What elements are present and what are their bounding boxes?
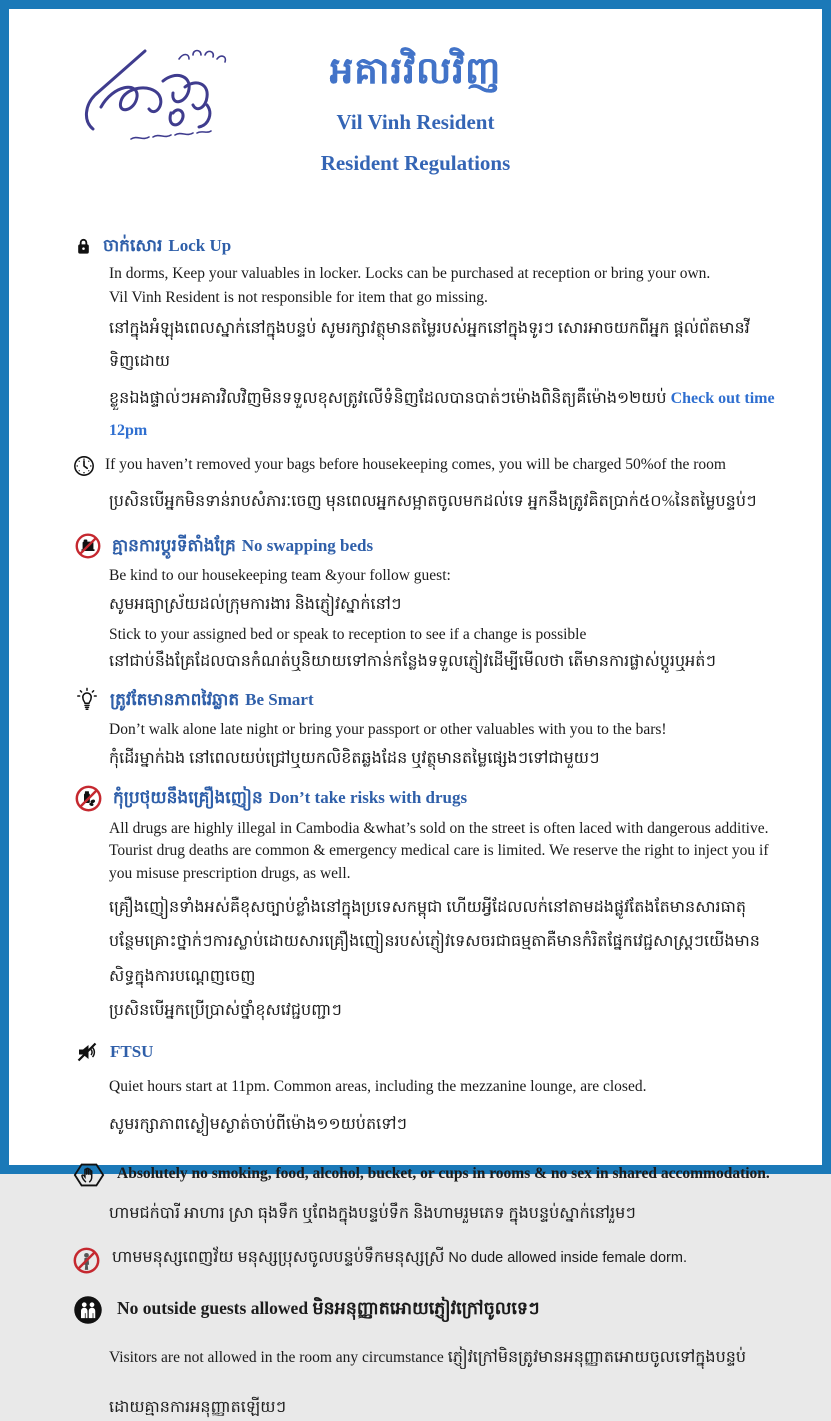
section-no-drugs [53, 785, 778, 1024]
lightbulb-icon [75, 687, 99, 713]
muted-speaker-icon [75, 1040, 99, 1064]
lock-icon [75, 237, 92, 256]
rule-text-khmer: ហាមជក់បារី អាហារ ស្រា ធុងទឹក ឬពែងក្នុងបន្ទប់ទឹក និងហាមរួមភេទ ក្នុងបន្ទប់ស្នាក់នៅរួមៗ [109, 1205, 636, 1223]
rule-heading-bold: Absolutely no smoking, food, alcohol, bucket, or cups in rooms & no sex in shared accommodation. [117, 1164, 770, 1182]
rule-text: Be kind to our housekeeping team &your follow guest: [109, 567, 451, 585]
rule-text-khmer: ខ្លួនឯងផ្ទាល់ៗអគារវិលវិញមិនទទួលខុសត្រូវលើទំនិញដែលបានបាត់ៗម៉ោងពិនិត្យគឺម៉ោង១២យប់ Check out time 12pm [109, 389, 775, 440]
page-title-khmer: អគារវិលវិញ [329, 51, 502, 92]
brand-logo-text [247, 43, 248, 44]
rule-text: Quiet hours start at 11pm. Common areas, including the mezzanine lounge, are closed. [109, 1077, 647, 1095]
checkout-time-highlight: Check out time 12pm [109, 389, 775, 440]
section-ftsu [53, 1040, 778, 1138]
page-subtitle: Resident Regulations [320, 150, 511, 175]
rule-text-khmer: ប្រសិនបើអ្នកមិនទាន់រាបសំភារៈចេញ មុនពេលអ្នកសម្អាតចូលមកដល់ទេ អ្នកនឹងត្រូវគិតប្រាក់៥០%នៃតម្លៃបន្ទប់ៗ [109, 493, 757, 511]
guests-icon [73, 1295, 103, 1325]
clock-icon [73, 455, 95, 477]
section-be-smart [53, 687, 778, 772]
section-heading-khmer: កុំប្រថុយនឹងគ្រឿងញៀន [113, 788, 263, 808]
section-lock-up [53, 235, 778, 448]
rule-text-khmer: នៅក្នុងអំឡុងពេលស្នាក់នៅក្នុងបន្ទប់ សូមរក្សាវត្ថុមានតម្លៃរបស់អ្នកនៅក្នុងទូរៗ សោរអាចយកពីអ្នក ផ្តល់ព័តមានវី ទិញដោយ [109, 320, 750, 370]
rule-text: Don’t walk alone late night or bring your passport or other valuables with you to the bars! [109, 721, 667, 739]
section-no-smoking [53, 1159, 778, 1227]
stop-hand-icon [73, 1160, 105, 1190]
section-no-swapping-beds [53, 533, 778, 675]
section-heading-english: Don’t take risks with drugs [268, 788, 468, 808]
section-heading-english: Lock Up [168, 236, 232, 255]
rule-text: ហាមមនុស្សពេញវ័យ មនុស្សប្រុសចូលបន្ទប់ទឹកមនុស្សស្រី No dude allowed inside female dorm. [112, 1249, 687, 1267]
section-heading-khmer: ចាក់សោរ [103, 236, 163, 255]
rule-heading-bold: No outside guests allowed មិនអនុញ្ញាតអោយភ្ញៀវក្រៅចូលទេៗ [117, 1297, 540, 1318]
rule-text: Stick to your assigned bed or speak to reception to see if a change is possible [109, 626, 587, 644]
section-heading-khmer: ត្រូវតែមានភាពវៃឆ្លាត [110, 690, 240, 710]
rule-text-khmer: គ្រឿងញៀនទាំងអស់គឺខុសច្បាប់ខ្លាំងនៅក្នុងប្រទេសកម្ពុជា ហើយអ្វីដែលលក់នៅតាមដងផ្លូវតែងតែមានសារធាតុបន្ថែមគ្រោះថ្នាក់ៗការស្លាប់ដោយសារគ្រឿងញៀនរបស់ភ្ញៀវទេសចរជាធម្មតាគឺមានកំរិតផ្នែកវេជ្ជសាស្ត្រៗយើងមានសិទ្ធក្នុងការបណ្តេញចេញ [109, 899, 760, 985]
section-heading-khmer: គ្មានការប្តូរទីតាំងគ្រែ [112, 536, 236, 556]
no-drugs-icon [75, 785, 102, 812]
rule-text: Visitors are not allowed in the room any circumstance ភ្ញៀវក្រៅមិនត្រូវមានអនុញ្ញាតអោយចូលទៅក្នុងបន្ទប់ [109, 1348, 747, 1366]
rule-text-khmer: សូមរក្សាភាពស្ងៀមស្ងាត់ចាប់ពីម៉ោង១១យប់តទៅៗ [109, 1115, 407, 1133]
rule-text: Vil Vinh Resident is not responsible for item that go missing. [109, 289, 488, 307]
rule-text-khmer: ដោយគ្មានការអនុញ្ញាតឡើយៗ [109, 1399, 287, 1417]
no-person-icon [73, 1247, 100, 1274]
section-heading-english: FTSU [110, 1041, 154, 1061]
page-title-english: Vil Vinh Resident [336, 109, 495, 134]
rule-text: In dorms, Keep your valuables in locker. Locks can be purchased at reception or bring your own. [109, 265, 711, 283]
section-no-dude-in-female-dorm [53, 1246, 778, 1274]
title-block [53, 51, 778, 176]
rule-text-khmer: កុំដើរម្នាក់ឯង នៅពេលយប់ជ្រៅឬយកលិខិតឆ្លងដែន ឬវត្ថុមានតម្លៃផ្សេងៗទៅជាមួយៗ [109, 750, 600, 768]
no-swapping-beds-icon [75, 533, 101, 559]
rule-text-khmer: ប្រសិនបើអ្នកប្រើប្រាស់ថ្នាំខុសវេជ្ជបញ្ជាៗ [109, 1002, 342, 1020]
rule-text-khmer: នៅជាប់នឹងគ្រែដែលបានកំណត់ឬនិយាយទៅកាន់កន្លែងទទួលភ្ញៀវដើម្បីមើលថា តើមានការផ្លាស់ប្តូរឬអត់ៗ [109, 653, 716, 671]
header [53, 29, 778, 225]
rule-text: All drugs are highly illegal in Cambodia &what’s sold on the street is often laced with dangerous additive. Tourist drug deaths are common & emergency medical care is limited. We reserve the right to inject you if you misuse prescription drugs, as well. [109, 819, 769, 882]
section-heading-english: Be Smart [245, 690, 314, 710]
section-no-outside-guests [53, 1294, 778, 1421]
section-housekeeping-note [53, 454, 778, 519]
rule-text: If you haven’t removed your bags before housekeeping comes, you will be charged 50%of the room [105, 456, 726, 474]
rule-text-khmer: សូមអធ្យាស្រ័យដល់ក្រុមការងារ និងភ្ញៀវស្នាក់នៅៗ [109, 596, 402, 614]
section-heading-english: No swapping beds [241, 536, 374, 556]
